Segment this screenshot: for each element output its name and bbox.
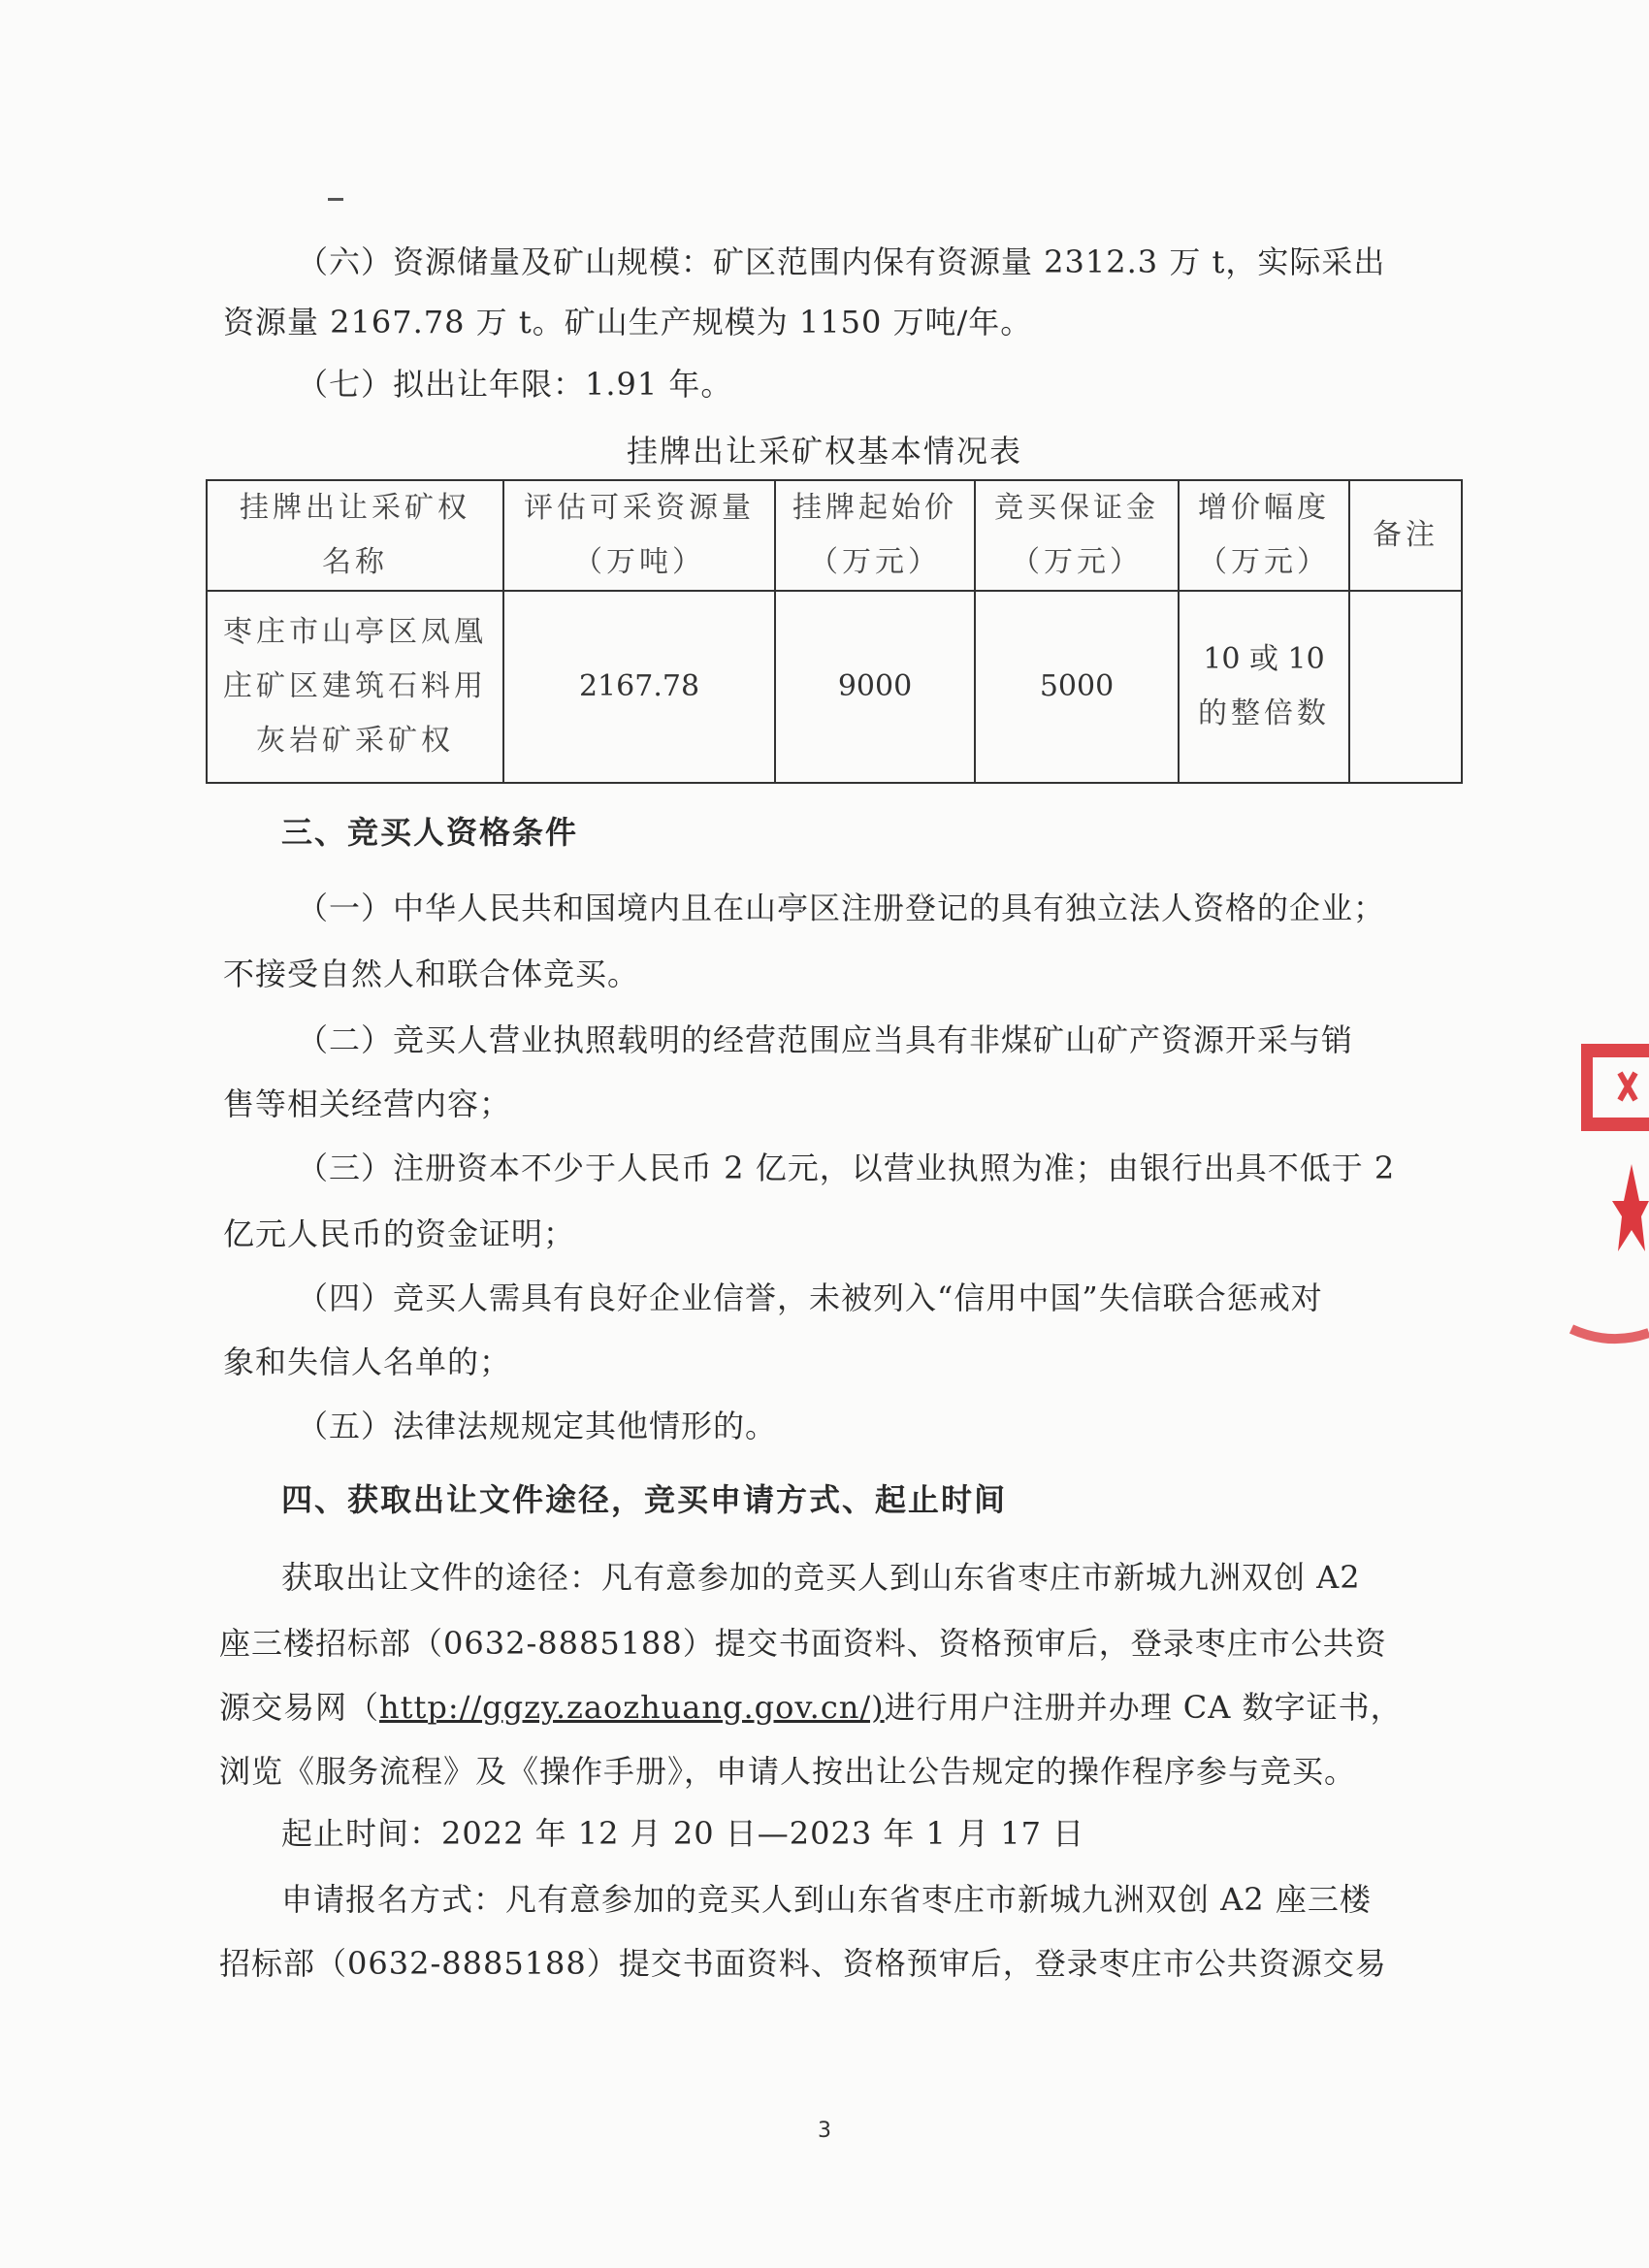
cell-remark	[1349, 591, 1462, 783]
website-link[interactable]: http://ggzy.zaozhuang.gov.cn/)	[379, 1689, 885, 1726]
paragraph-7: （七）拟出让年限：1.91 年。	[297, 366, 733, 403]
header-resource: 评估可采资源量 （万吨）	[503, 480, 775, 591]
section-3-item3-line2: 亿元人民币的资金证明；	[223, 1215, 576, 1252]
section-4-title: 四、获取出让文件途径，竞买申请方式、起止时间	[281, 1481, 1008, 1518]
header-increment: 增价幅度 （万元）	[1179, 480, 1349, 591]
section-3-item3-line1: （三）注册资本不少于人民币 2 亿元，以营业执照为准；由银行出具不低于 2	[297, 1150, 1396, 1186]
official-seal-stamp-partial	[1564, 1038, 1649, 1368]
section-4-apply-line1: 申请报名方式：凡有意参加的竞买人到山东省枣庄市新城九洲双创 A2 座三楼	[281, 1881, 1372, 1918]
page-number: 3	[818, 2119, 831, 2143]
section-3-item1-line2: 不接受自然人和联合体竞买。	[223, 956, 640, 992]
paragraph-6-line2: 资源量 2167.78 万 t。矿山生产规模为 1150 万吨/年。	[223, 304, 1033, 340]
scan-mark	[328, 198, 343, 201]
header-deposit: 竞买保证金 （万元）	[975, 480, 1179, 591]
table-row	[207, 591, 1462, 783]
section-3-item2-line2: 售等相关经营内容；	[223, 1085, 512, 1122]
section-4-period: 起止时间：2022 年 12 月 20 日—2023 年 1 月 17 日	[281, 1815, 1085, 1852]
section-4-route-line2: 座三楼招标部（0632-8885188）提交书面资料、资格预审后，登录枣庄市公共资	[219, 1625, 1387, 1662]
section-3-item4-line2: 象和失信人名单的；	[223, 1344, 512, 1380]
cell-deposit: 5000	[975, 591, 1179, 783]
section-4-route-line4: 浏览《服务流程》及《操作手册》，申请人按出让公告规定的操作程序参与竞买。	[219, 1753, 1357, 1790]
header-name: 挂牌出让采矿权 名称	[207, 480, 503, 591]
section-4-apply-line2: 招标部（0632-8885188）提交书面资料、资格预审后，登录枣庄市公共资源交易	[219, 1945, 1387, 1982]
cell-increment: 10 或 10 的整倍数	[1179, 591, 1349, 783]
section-3-item1-line1: （一）中华人民共和国境内且在山亭区注册登记的具有独立法人资格的企业；	[297, 890, 1386, 926]
table-caption: 挂牌出让采矿权基本情况表	[626, 433, 1022, 470]
section-3-title: 三、竞买人资格条件	[281, 814, 579, 851]
table-header-row	[207, 480, 1462, 591]
header-remark: 备注	[1349, 480, 1462, 591]
section-3-item4-line1: （四）竞买人需具有良好企业信誉，未被列入“信用中国”失信联合惩戒对	[297, 1280, 1323, 1316]
section-4-route-line1: 获取出让文件的途径：凡有意参加的竞买人到山东省枣庄市新城九洲双创 A2	[281, 1559, 1361, 1596]
header-start-price: 挂牌起始价 （万元）	[775, 480, 975, 591]
cell-start-price: 9000	[775, 591, 975, 783]
section-3-item2-line1: （二）竞买人营业执照载明的经营范围应当具有非煤矿山矿产资源开采与销	[297, 1021, 1354, 1058]
cell-name: 枣庄市山亭区凤凰 庄矿区建筑石料用 灰岩矿采矿权	[207, 591, 503, 783]
section-4-route-line3: 源交易网（http://ggzy.zaozhuang.gov.cn/)进行用户注册并办理 CA 数字证书，	[219, 1689, 1403, 1726]
cell-resource: 2167.78	[503, 591, 775, 783]
mining-rights-table	[206, 479, 1463, 784]
paragraph-6-line1: （六）资源储量及矿山规模：矿区范围内保有资源量 2312.3 万 t，实际采出	[297, 243, 1386, 280]
section-3-item5: （五）法律法规规定其他情形的。	[297, 1408, 778, 1444]
